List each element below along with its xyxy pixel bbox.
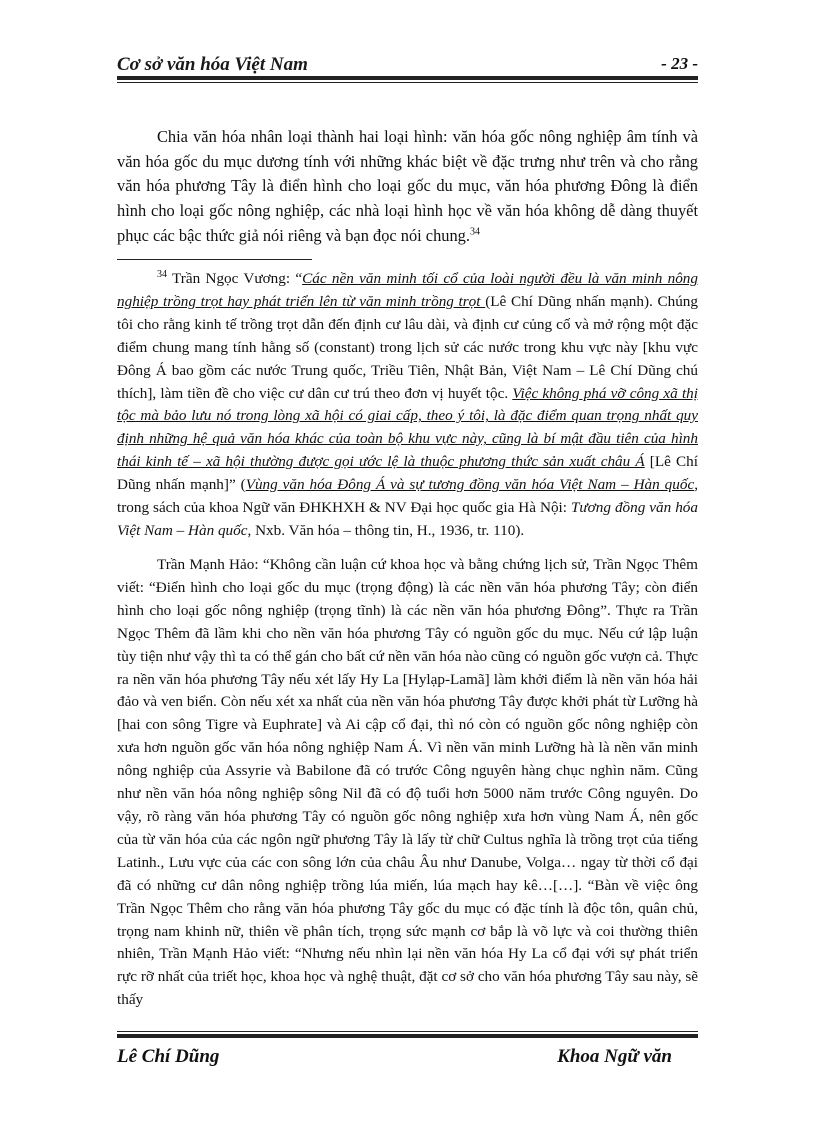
body-paragraph-1 — [117, 125, 698, 249]
page-footer — [117, 1046, 698, 1072]
footer-rule-thin — [117, 1031, 698, 1032]
footnote-number: 34 — [157, 268, 167, 280]
footnote-s5: [Lê Chí Dũng nhấn mạnh]” ( — [117, 453, 698, 494]
footnote-ref[interactable]: 34 — [469, 226, 480, 238]
footnote-s7: , trong sách của khoa Ngữ văn ĐHKHXH & NV Đại học quốc gia Hà Nội: — [117, 476, 699, 517]
footnote-quote-1: Các nền văn minh tối cổ của loài người đều là văn minh nông nghiệp trồng trọt hay phát triển lên từ văn minh trồng trọt — [117, 270, 698, 310]
footnote-separator — [117, 259, 312, 260]
footnote-34 — [117, 268, 698, 543]
footnote-quote-2: Việc không phá vỡ công xã thị tộc mà bảo lưu nó trong lòng xã hội có giai cấp, theo ý tôi, là đặc điểm quan trọng nhất quy định những hệ quả văn hóa khác của toàn bộ khu vực này, cũng là bí mật đầu tiên của hình thái kinh tế – xã hội thường được gọi ước lệ là thuộc phương thức sản xuất châu Á — [117, 384, 698, 471]
footer-author: Lê Chí Dũng — [117, 1046, 220, 1067]
body-paragraph-2: Trần Mạnh Hảo: “Không cần luận cứ khoa học và bằng chứng lịch sử, Trần Ngọc Thêm viết: “Điển hình cho loại gốc du mục (trọng động) là các nền văn hóa phương Tây; còn điển hình cho loại gốc nông nghiệp (trọng tĩnh) là các nền văn hóa phương Đông”. Thực ra Trần Ngọc Thêm đã lầm khi cho nền văn hóa phương Tây có nguồn gốc du mục. Nếu cứ lập luận tùy tiện như vậy thì ta có thể gán cho bất cứ nền văn hóa nào cũng có nguồn gốc vượn cả. Thực ra nền văn hóa phương Tây nếu xét lấy Hy La [Hylạp-Lamã] làm khởi điểm là nền văn hóa hải đảo và ven biển. Còn nếu xét xa nhất của nền văn hóa phương Tây được khởi phát từ Lưỡng hà [hai con sông Tigre và Euphrate] và Ai cập cổ đại, thì nó còn có nguồn gốc nông nghiệp còn xưa hơn nguồn gốc văn hóa nông nghiệp Nam Á. Vì nền văn minh Lưỡng hà là nền văn minh nông nghiệp của Assyrie và Babilone đã có trước Công nguyên hàng chục nghìn năm. Cũng như nền văn hóa nông nghiệp sông Nil đã có độ tuổi hơn 5000 năm trước Công nguyên. Do vậy, rõ ràng văn hóa phương Tây có nguồn gốc nông nghiệp xưa hơn vùng Nam Á, nên gốc của từ văn hóa của các ngôn ngữ phương Tây là lấy từ chữ Cultus nghĩa là trồng trọt của tiếng Latinh., Lưu vực của các con sông lớn của châu Âu như Danube, Volga… ngay từ thời cổ đại đã có những cư dân nông nghiệp trồng lúa miến, lúa mạch hay kê…[…]. “Bàn về việc ông Trần Ngọc Thêm cho rằng văn hóa phương Tây gốc du mục có đặc tính là độc tôn, quân chủ, trọng nam khinh nữ, thiên về phân tích, trọng sức mạnh cơ bắp là võ lực và coi thường thiên nhiên, Trần Mạnh Hảo viết: “Nhưng nếu nhìn lại nền văn hóa Hy La cổ đại với sự phát triển rực rỡ nhất của triết học, khoa học và nghệ thuật, đặt cơ sở cho văn hóa phương Tây sau này, sẽ thấy — [117, 556, 698, 1009]
header-rule-thick — [117, 76, 698, 80]
page-number: - 23 - — [661, 54, 698, 73]
footnote-s1: Trần Ngọc Vương: “ — [172, 270, 303, 287]
page-header — [117, 54, 698, 78]
footnote-article-title: Vùng văn hóa Đông Á và sự tương đồng văn hóa Việt Nam – Hàn quốc — [245, 476, 695, 494]
footer-department: Khoa Ngữ văn — [557, 1046, 672, 1067]
footnote-s9: , Nxb. Văn hóa – thông tin, H., 1936, tr. 110). — [247, 521, 525, 539]
footer-rule-thick — [117, 1034, 698, 1038]
footnote-book-title: Tương đồng văn hóa Việt Nam – Hàn quốc — [117, 499, 698, 539]
footnote-s3: (Lê Chí Dũng nhấn mạnh). Chúng tôi cho rằng kinh tế trồng trọt dẫn đến định cư lâu dài, và định cư củng cố và mở rộng một đặc điểm chung mang tính hằng số (constant) trong lịch sử các nước trong khu vực này [khu vực Đông Á bao gồm các nước Trung quốc, Triều Tiên, Nhật Bản, Việt Nam – Lê Chí Dũng chú thích], làm tiền đề cho việc cư dân cư trú theo đơn vị huyết tộc. — [117, 292, 698, 402]
book-title: Cơ sở văn hóa Việt Nam — [117, 54, 308, 75]
header-rule-thin — [117, 82, 698, 83]
body-paragraph-1-text: Chia văn hóa nhân loại thành hai loại hình: văn hóa gốc nông nghiệp âm tính và văn hóa gốc du mục dương tính với những khác biệt về đặc trưng như trên và cho rằng văn hóa phương Tây là điển hình cho loại gốc du mục, văn hóa phương Đông là điển hình cho loại gốc nông nghiệp, các nhà loại hình học về văn hóa không dễ dàng thuyết phục các bậc thức giả nói riêng và bạn đọc nói chung. — [117, 127, 698, 245]
